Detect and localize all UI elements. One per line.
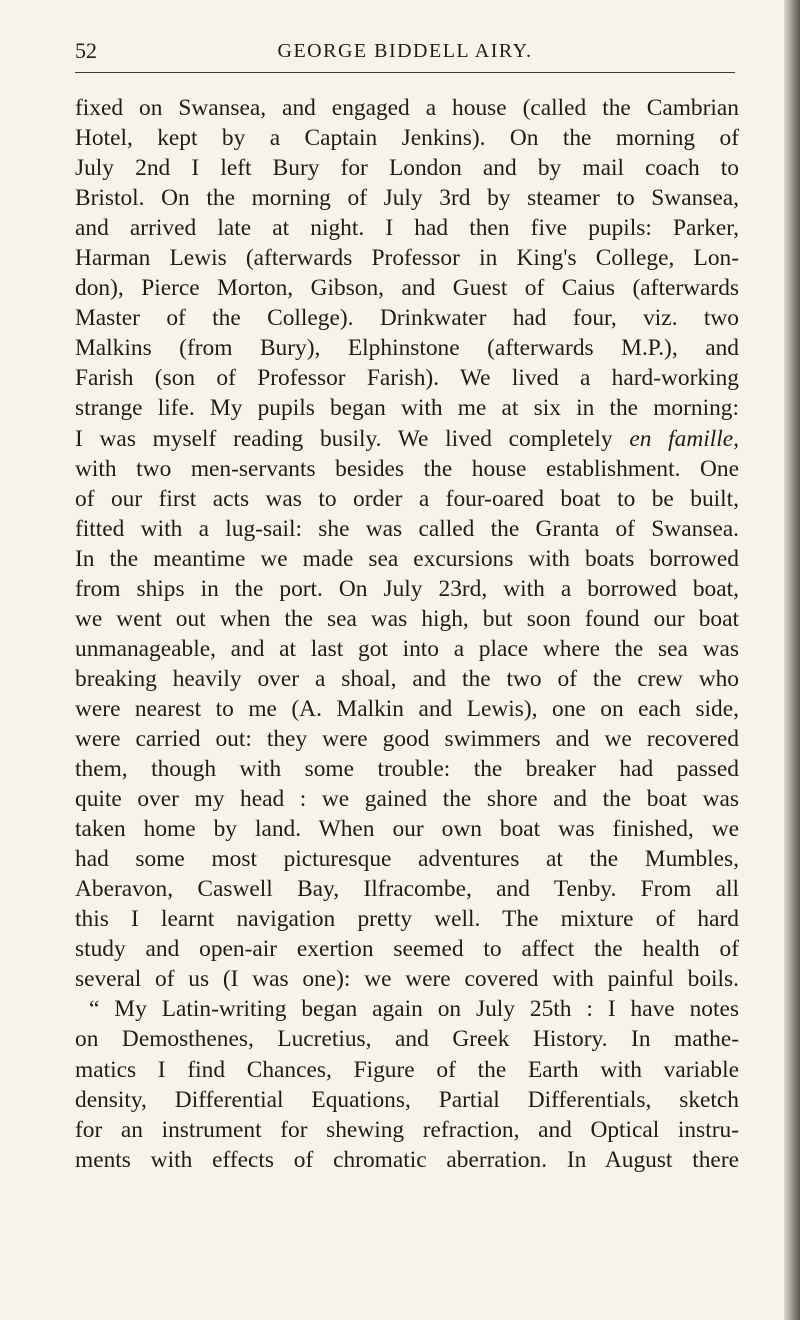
italic-phrase: en famille, — [629, 425, 739, 452]
text-segment: I was myself reading busily. We lived completely — [75, 425, 630, 452]
text-line: Harman Lewis (afterwards Professor in King's College, Lon- — [75, 245, 739, 272]
page-number: 52 — [75, 38, 97, 63]
text-line: this I learnt navigation pretty well. The mixture of hard — [75, 906, 739, 933]
header-rule — [75, 72, 735, 73]
text-line: Aberavon, Caswell Bay, Ilfracombe, and Tenby. From all — [75, 876, 739, 903]
text-line: Farish (son of Professor Farish). We lived a hard-working — [75, 365, 739, 392]
text-line: ments with effects of chromatic aberration. In August there — [75, 1146, 739, 1173]
text-line: and arrived late at night. I had then five pupils: Parker, — [75, 215, 739, 242]
text-line: Malkins (from Bury), Elphinstone (afterwards M.P.), and — [75, 335, 739, 362]
text-line: “ My Latin-writing began again on July 25th : I have notes — [89, 996, 739, 1023]
text-line: from ships in the port. On July 23rd, with a borrowed boat, — [75, 575, 739, 602]
text-line: July 2nd I left Bury for London and by mail coach to — [75, 155, 739, 182]
text-line: taken home by land. When our own boat was finished, we — [75, 816, 739, 843]
text-line: several of us (I was one): we were covered with painful boils. — [75, 966, 739, 993]
text-line: unmanageable, and at last got into a place where the sea was — [75, 635, 739, 662]
text-line: were nearest to me (A. Malkin and Lewis), one on each side, — [75, 695, 739, 722]
text-line: Bristol. On the morning of July 3rd by steamer to Swansea, — [75, 185, 739, 212]
text-line: Hotel, kept by a Captain Jenkins). On the morning of — [75, 125, 739, 152]
text-line: we went out when the sea was high, but soon found our boat — [75, 605, 739, 632]
page-header — [75, 36, 735, 70]
body-text — [75, 93, 739, 1175]
text-line: strange life. My pupils began with me at six in the morning: — [75, 395, 739, 422]
text-line: of our first acts was to order a four-oared boat to be built, — [75, 485, 739, 512]
text-line: density, Differential Equations, Partial Differentials, sketch — [75, 1086, 739, 1113]
text-line: with two men-servants besides the house establishment. One — [75, 455, 739, 482]
text-line: them, though with some trouble: the breaker had passed — [75, 756, 739, 783]
text-line: Master of the College). Drinkwater had four, viz. two — [75, 305, 739, 332]
text-line: for an instrument for shewing refraction, and Optical instru- — [75, 1116, 739, 1143]
text-line: were carried out: they were good swimmers and we recovered — [75, 725, 739, 752]
text-line: had some most picturesque adventures at the Mumbles, — [75, 846, 739, 873]
text-line: study and open-air exertion seemed to affect the health of — [75, 936, 739, 963]
text-line: quite over my head : we gained the shore and the boat was — [75, 786, 739, 813]
text-line: matics I find Chances, Figure of the Earth with variable — [75, 1056, 739, 1083]
text-line — [75, 424, 739, 454]
text-line: In the meantime we made sea excursions with boats borrowed — [75, 545, 739, 572]
page-edge-shadow — [784, 0, 800, 1320]
running-head: GEORGE BIDDELL AIRY. — [277, 40, 533, 62]
text-line: don), Pierce Morton, Gibson, and Guest of Caius (afterwards — [75, 275, 739, 302]
text-line: on Demosthenes, Lucretius, and Greek History. In mathe- — [75, 1026, 739, 1053]
text-line: breaking heavily over a shoal, and the two of the crew who — [75, 665, 739, 692]
text-line: fitted with a lug-sail: she was called the Granta of Swansea. — [75, 515, 739, 542]
text-line: fixed on Swansea, and engaged a house (called the Cambrian — [75, 95, 739, 121]
